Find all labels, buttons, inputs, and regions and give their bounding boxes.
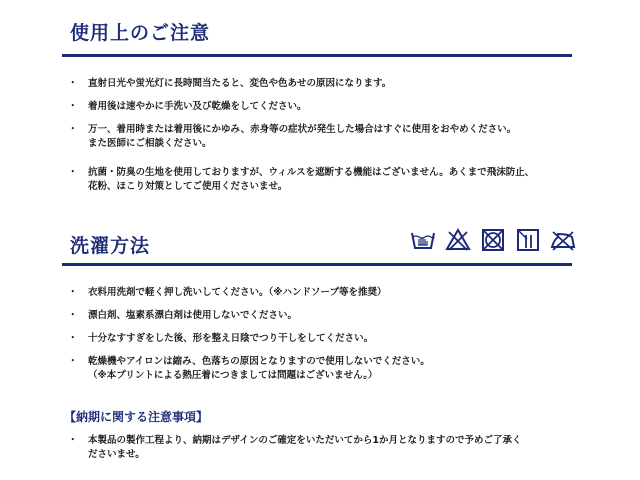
list-item (66, 332, 596, 346)
item-text: （※本プリントによる熱圧着につきましては問題はございません。） (88, 370, 378, 381)
list-item (66, 434, 596, 462)
delivery-heading: 【納期に関する注意事項】 (64, 410, 209, 424)
washing-heading: 洗濯方法 (70, 235, 151, 257)
bullet: ・ (68, 167, 78, 178)
item-text: 万一、着用時または着用後にかゆみ、赤身等の症状が発生した場合はすぐに使用をおやめください。 (88, 124, 517, 135)
list-item (66, 309, 596, 323)
list-item (66, 123, 596, 151)
usage-list (66, 77, 596, 194)
bullet: ・ (68, 356, 78, 367)
item-text: 着用後は速やかに手洗い及び乾燥をしてください。 (88, 101, 307, 112)
item-text: 乾燥機やアイロンは縮み、色落ちの原因となりますので使用しないでください。 (88, 356, 430, 367)
list-item (66, 77, 596, 91)
item-text: 本製品の製作工程より、納期はデザインのご確定をいただいてから1か月となりますので予めご了承く (88, 435, 522, 446)
item-text: 漂白剤、塩素系漂白剤は使用しないでください。 (88, 310, 298, 321)
list-item (66, 166, 596, 194)
list-item (66, 286, 596, 300)
hand-wash-icon (410, 228, 436, 252)
washing-divider (62, 263, 572, 266)
no-iron-icon (550, 228, 576, 252)
no-tumble-dry-icon (480, 228, 506, 252)
item-text: ださいませ。 (88, 449, 145, 460)
item-text: 衣料用洗剤で軽く押し洗いしてください。（※ハンドソープ等を推奨） (88, 287, 387, 298)
usage-heading: 使用上のご注意 (70, 22, 211, 44)
bullet: ・ (68, 333, 78, 344)
delivery-list (66, 434, 596, 462)
item-text: 直射日光や蛍光灯に長時間当たると、変色や色あせの原因になります。 (88, 78, 392, 89)
list-item (66, 100, 596, 114)
bullet: ・ (68, 287, 78, 298)
washing-list (66, 286, 596, 383)
care-icons (410, 228, 576, 252)
bullet: ・ (68, 101, 78, 112)
bullet: ・ (68, 124, 78, 135)
usage-divider (62, 54, 572, 57)
item-text: 抗菌・防臭の生地を使用しておりますが、ウィルスを遮断する機能はございません。あくまで飛沫防止、 (88, 167, 535, 178)
bullet: ・ (68, 310, 78, 321)
item-text: 十分なすすぎをした後、形を整え日陰でつり干しをしてください。 (88, 333, 374, 344)
item-text: 花粉、ほこり対策としてご使用くださいませ。 (88, 181, 288, 192)
item-text: また医師にご相談ください。 (88, 138, 212, 149)
bullet: ・ (68, 78, 78, 89)
no-bleach-icon (445, 228, 471, 252)
list-item (66, 355, 596, 383)
bullet: ・ (68, 435, 78, 446)
line-dry-shade-icon (515, 228, 541, 252)
